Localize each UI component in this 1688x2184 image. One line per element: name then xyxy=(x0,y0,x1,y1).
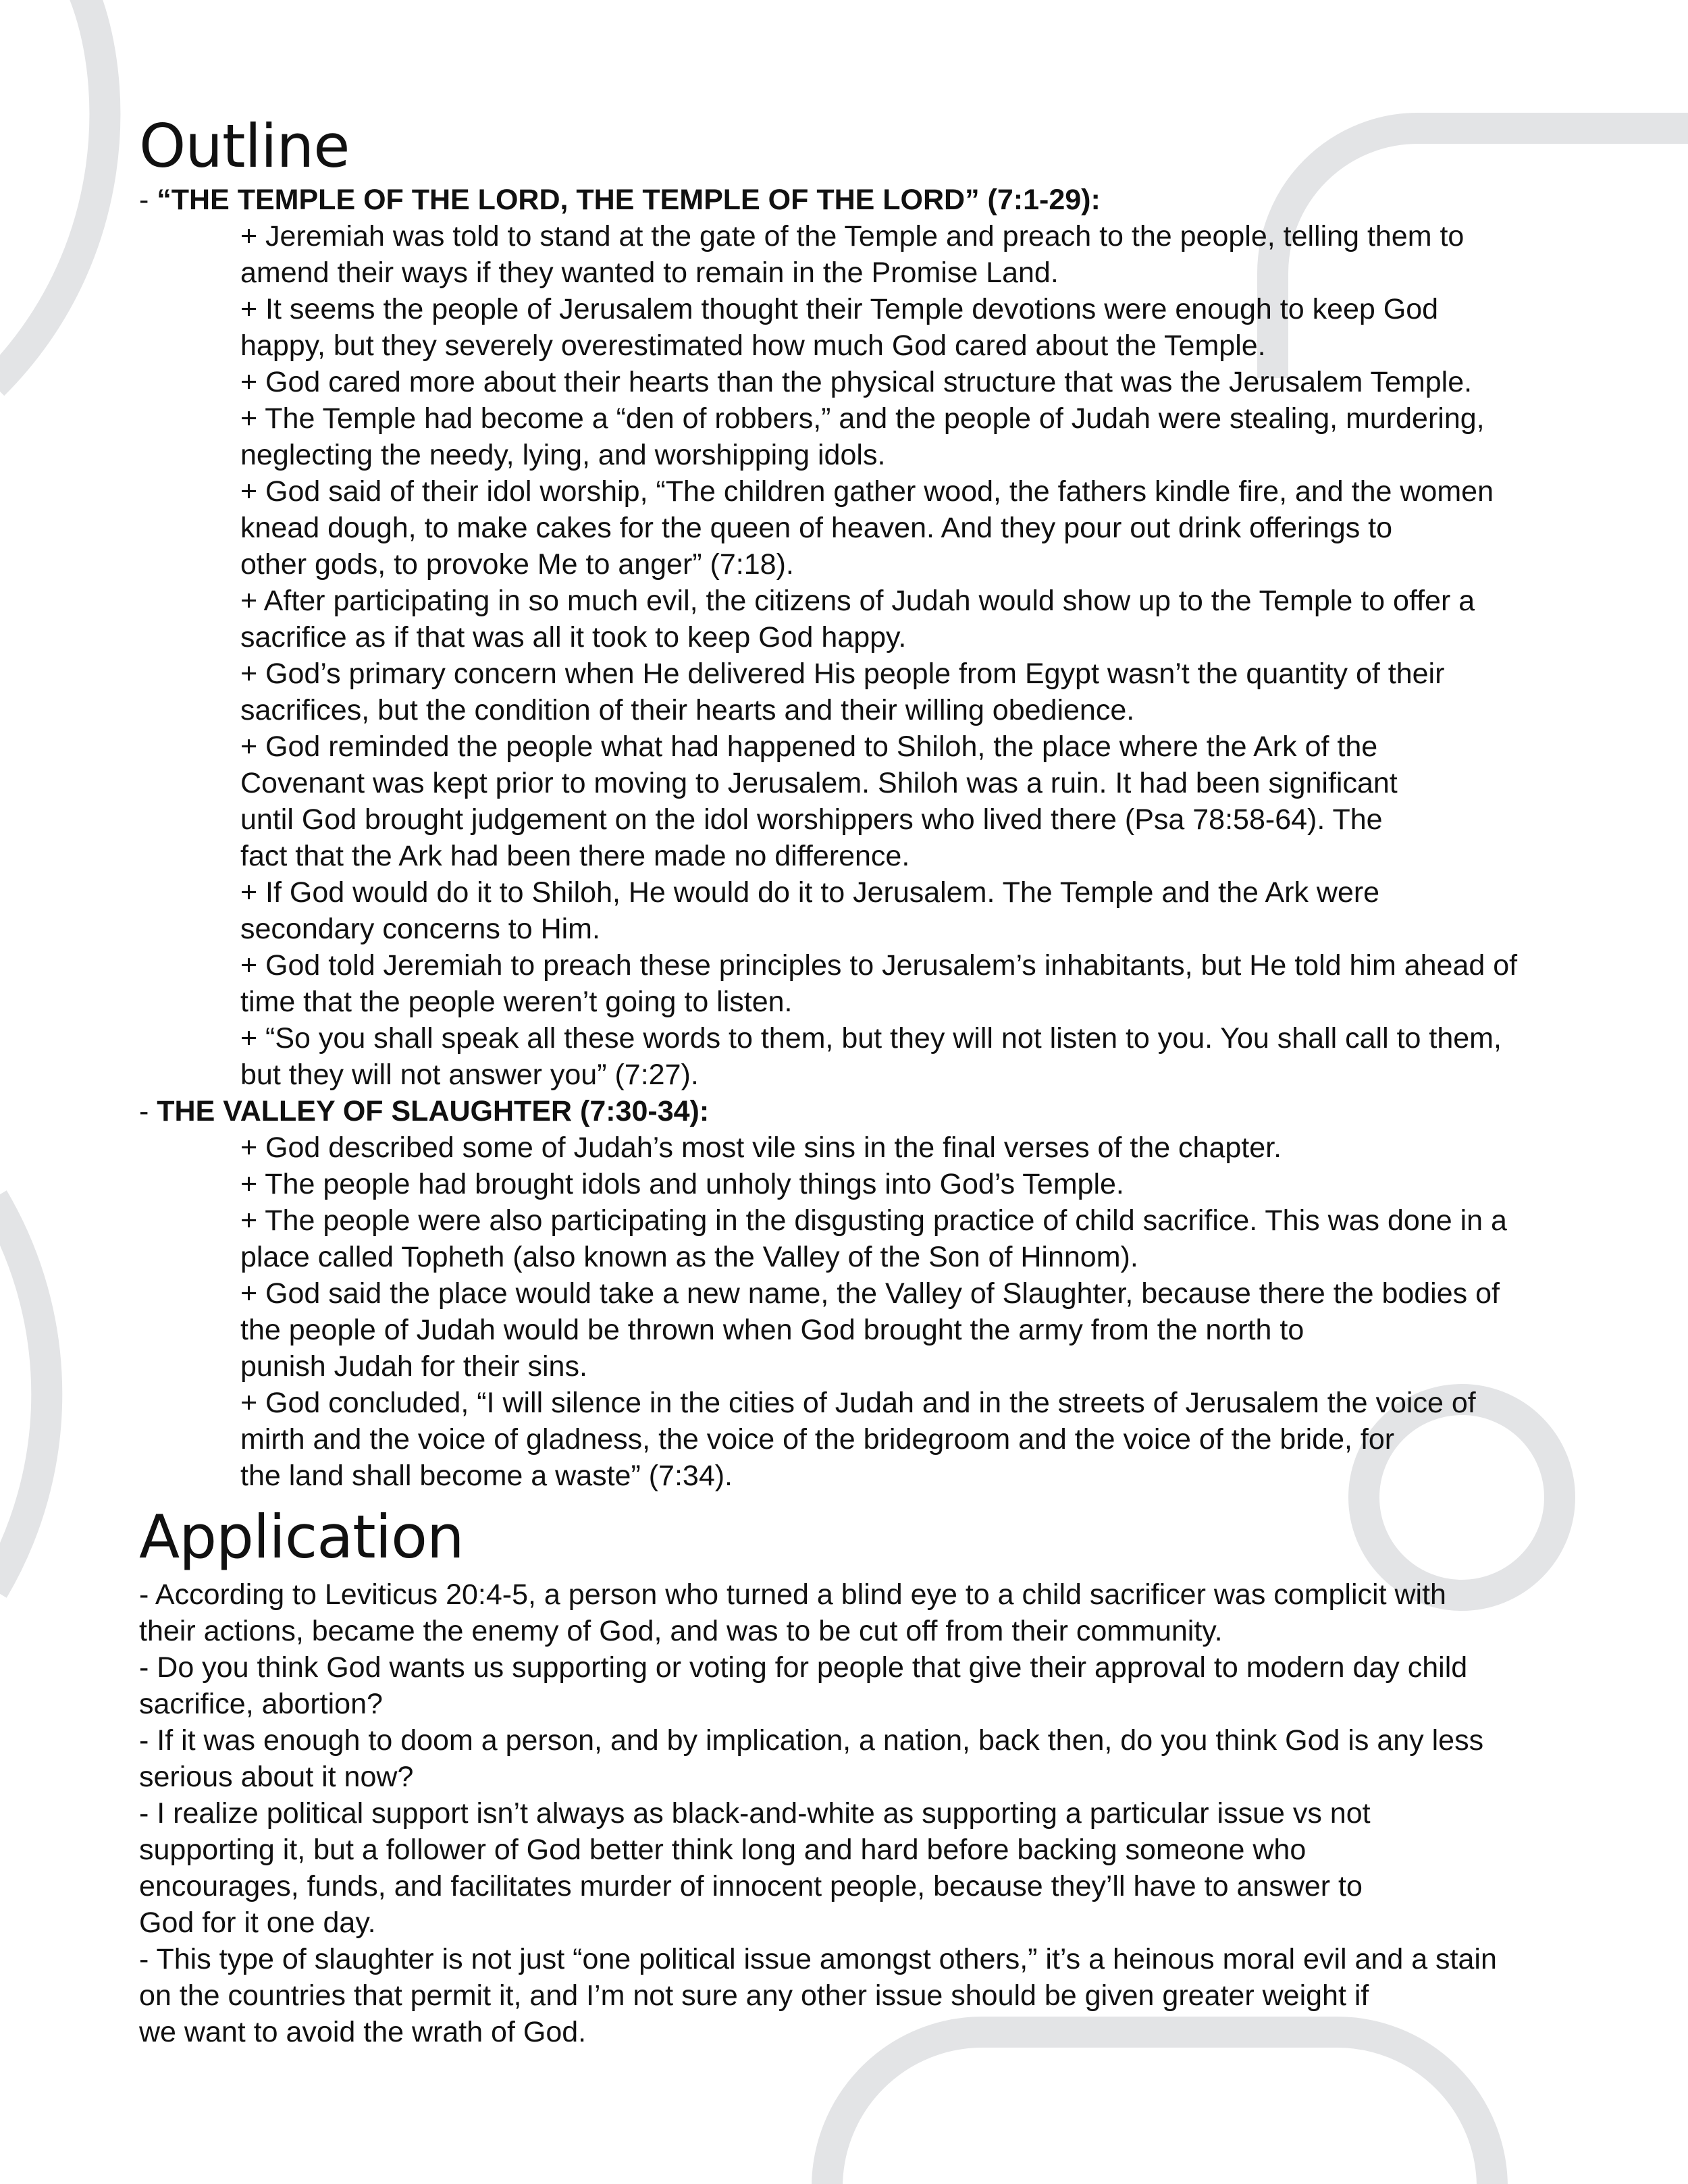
deco-arc-mid-left xyxy=(0,1198,47,1590)
bullet-item: + God concluded, “I will silence in the cities of Judah and in the streets of Jerusalem the voice of mirth and the voice of gladness, the voice of the bridegroom and the voice of the bride, for the land shall become a waste” (7:34). xyxy=(240,1387,1476,1492)
application-title: Application xyxy=(139,1502,464,1572)
application-item: - Do you think God wants us supporting or voting for people that give their approval to modern day child sacrifice, abortion? xyxy=(139,1651,1468,1720)
bullet-item: + It seems the people of Jerusalem thought their Temple devotions were enough to keep God happy, but they severely overestimated how much God cared about the Temple. xyxy=(240,293,1439,362)
outline-title: Outline xyxy=(139,111,350,181)
application-list xyxy=(139,1576,1557,2050)
application-item: - This type of slaughter is not just “one political issue amongst others,” it’s a heinous moral evil and a stain on the countries that permit it, and I’m not sure any other issue should be given greater weight if we want to avoid the wrath of God. xyxy=(139,1943,1497,2048)
bullet-item: + God reminded the people what had happened to Shiloh, the place where the Ark of the Covenant was kept prior to moving to Jerusalem. Shiloh was a ruin. It had been significant until God brought judgement on the idol worshippers who lived there (Psa 78:58-64). The fact that the Ark had been there made no difference. xyxy=(240,730,1398,872)
bullet-item: + The people were also participating in the disgusting practice of child sacrifice. This was done in a place called Topheth (also known as the Valley of the Son of Hinnom). xyxy=(240,1204,1507,1273)
section-heading: - “THE TEMPLE OF THE LORD, THE TEMPLE OF THE LORD” (7:1-29): xyxy=(139,184,1101,216)
bullet-item: + Jeremiah was told to stand at the gate of the Temple and preach to the people, telling them to amend their ways if they wanted to remain in the Promise Land. xyxy=(240,220,1465,289)
bullet-item: + God’s primary concern when He delivered His people from Egypt wasn’t the quantity of their sacrifices, but the condition of their hearts and their willing obedience. xyxy=(240,658,1445,726)
bullet-item: + The people had brought idols and unholy things into God’s Temple. xyxy=(240,1168,1124,1200)
bullet-item: + The Temple had become a “den of robbers,” and the people of Judah were stealing, murdering, neglecting the needy, lying, and worshipping idols. xyxy=(240,402,1485,471)
application-item: - If it was enough to doom a person, and by implication, a nation, back then, do you think God is any less serious about it now? xyxy=(139,1724,1484,1793)
bullet-item: + If God would do it to Shiloh, He would do it to Jerusalem. The Temple and the Ark were secondary concerns to Him. xyxy=(240,876,1380,945)
bullet-item: + God said of their idol worship, “The children gather wood, the fathers kindle fire, and the women knead dough, to make cakes for the queen of heaven. And they pour out drink offerings to other gods, to provoke Me to anger” (7:18). xyxy=(240,475,1494,581)
bullet-item: + God described some of Judah’s most vile sins in the final verses of the chapter. xyxy=(240,1131,1282,1164)
outline-section xyxy=(139,1093,1557,1494)
section-heading: - THE VALLEY OF SLAUGHTER (7:30-34): xyxy=(139,1095,710,1127)
bullet-item: + “So you shall speak all these words to them, but they will not listen to you. You shall call to them, but they will not answer you” (7:27). xyxy=(240,1022,1502,1091)
application-item: - I realize political support isn’t always as black-and-white as supporting a particular issue vs not supporting it, but a follower of God better think long and hard before backing someone who encourages, funds, and facilitates murder of innocent people, because they’ll have to answer to God for it one day. xyxy=(139,1797,1371,1939)
bullet-item: + God cared more about their hearts than the physical structure that was the Jerusalem Temple. xyxy=(240,366,1473,398)
deco-arch-bottom xyxy=(827,2032,1492,2184)
bullet-item: + After participating in so much evil, the citizens of Judah would show up to the Temple to offer a sacrifice as if that was all it took to keep God happy. xyxy=(240,585,1475,654)
deco-arc-top-left xyxy=(0,0,105,385)
document-content xyxy=(139,111,1557,2050)
bullet-item: + God said the place would take a new name, the Valley of Slaughter, because there the bodies of the people of Judah would be thrown when God brought the army from the north to punish Judah for their sins. xyxy=(240,1277,1500,1383)
application-item: - According to Leviticus 20:4-5, a person who turned a blind eye to a child sacrificer was complicit with their actions, became the enemy of God, and was to be cut off from their community. xyxy=(139,1578,1446,1647)
bullet-item: + God told Jeremiah to preach these principles to Jerusalem’s inhabitants, but He told him ahead of time that the people weren’t going to listen. xyxy=(240,949,1518,1018)
outline-section xyxy=(139,182,1557,1093)
